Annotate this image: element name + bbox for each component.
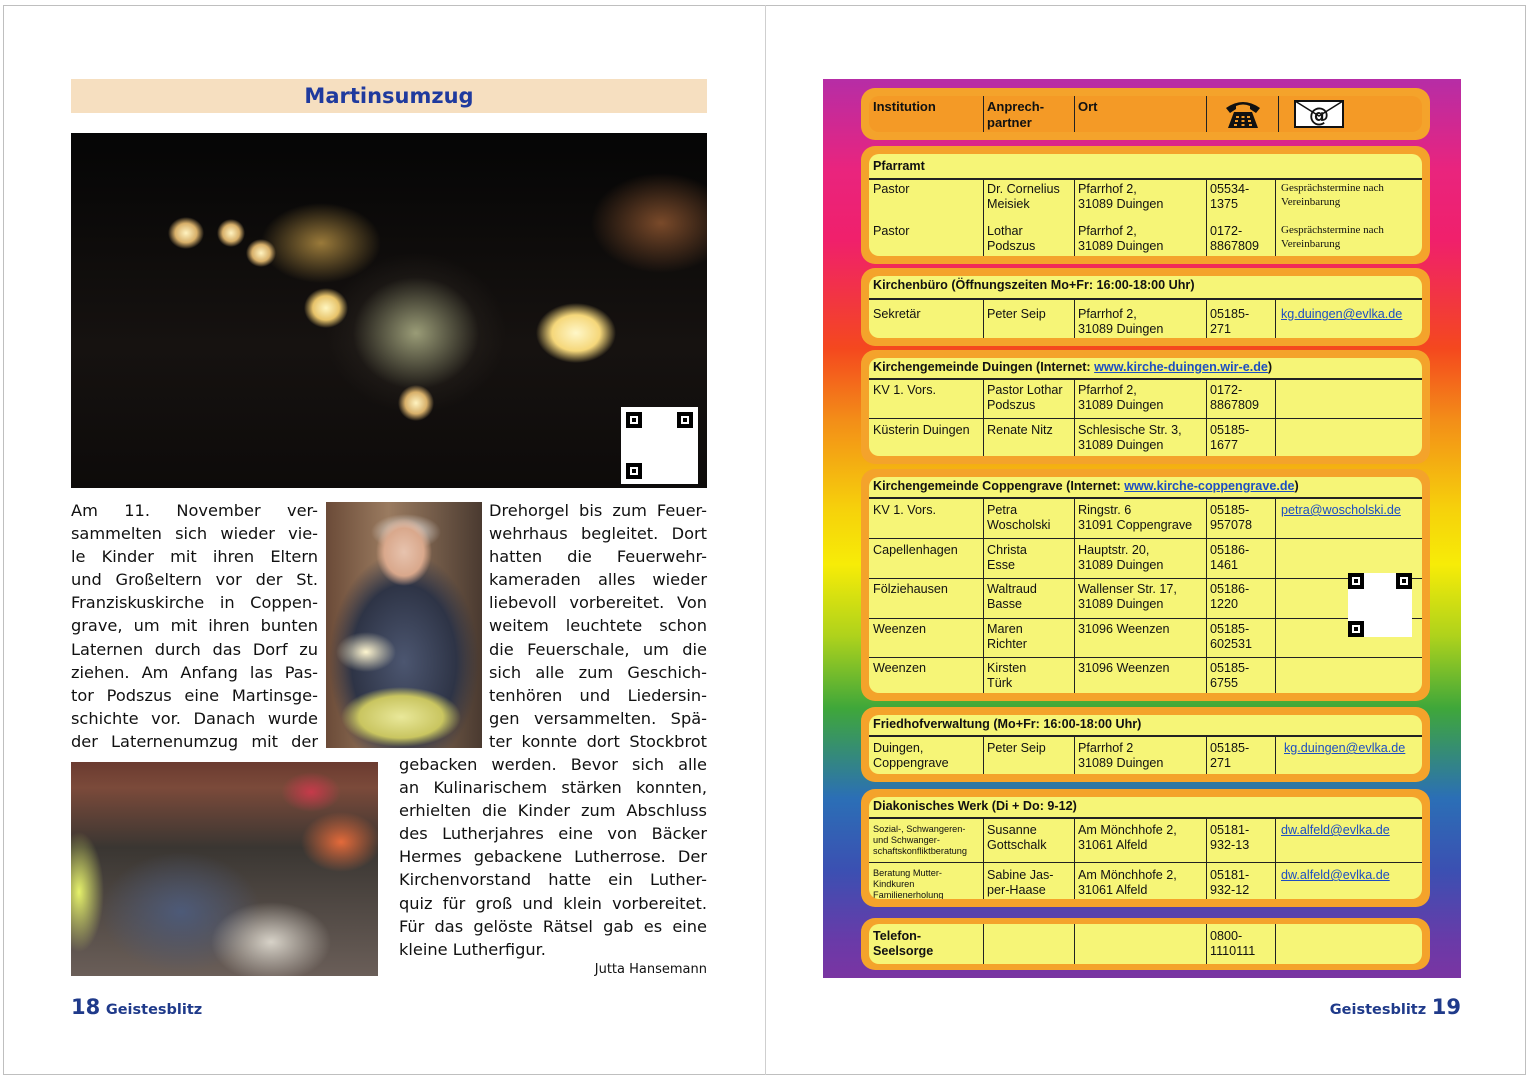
qr-code-icon <box>621 407 698 484</box>
section-coppengrave: Kirchengemeinde Coppengrave (Internet: www.kirche-coppengrave.de) KV 1. Vors. Petra Woscholski Ringstr. 6 31091 Coppengrave 05185- 957078 petra@woscholski.de Capellenhagen Christa Esse Hauptstr. 20, 31089 Duingen 05186- 1461 Fölziehausen Waltraud Basse Wallenser Str. 17, 31089 Duingen 05186- 1220 Weenzen Maren Richter 31096 Weenzen 05185- 602531 Weenzen Kirsten Türk 31096 Weenzen 05185- 6755 <box>861 469 1430 701</box>
header-contact-1: Anprech- <box>987 99 1045 114</box>
website-link-coppengrave[interactable]: www.kirche-coppengrave.de <box>1124 479 1295 493</box>
article-column-bottom: gebacken werden. Bevor sich alle an Kulinarischem stärken konnten, erhielten die Kinder zum Abschluss des Lutherjahres eine von Bäcker Hermes gebackene Lutherrose. Der Kirchenvorstand hatte ein Luther- quiz für groß und klein vorbereitet. Für das gelöste Rätsel gab es eine kleine Lutherfigur. <box>399 755 707 959</box>
article-author: Jutta Hansemann <box>594 962 707 977</box>
section-kirchenbuero: Kirchenbüro (Öffnungszeiten Mo+Fr: 16:00-18:00 Uhr) Sekretär Peter Seip Pfarrhof 2, 31089 Duingen 05185- 271 kg.duingen@evlka.de <box>861 268 1430 346</box>
man-with-lutherrose-tray-photo <box>326 502 482 748</box>
page-number-right: 19 <box>1431 995 1461 1019</box>
page-spine <box>765 5 766 1075</box>
email-at-icon <box>1294 100 1344 128</box>
lantern-procession-photo <box>71 133 707 488</box>
article-column-left: Am 11. November ver- sammelten sich wieder vie- le Kinder mit ihren Eltern und Großeltern vor der St. Franziskuskirche in Coppen- grave, um mit ihren bunten Laternen durch das Dorf zu ziehen. Am Anfang las Pas- tor Podszus eine Martinsge- schichte vor. Danach wurde der Laternenumzug mit der <box>71 501 318 751</box>
section-telefonseelsorge: Telefon- Seelsorge 0800- 1110111 <box>861 918 1430 970</box>
diakonie-title: Diakonisches Werk (Di + Do: 9-12) <box>873 799 1077 813</box>
section-friedhof: Friedhofverwaltung (Mo+Fr: 16:00-18:00 Uhr) Duingen, Coppengrave Peter Seip Pfarrhof 2 31089 Duingen 05185- 271 kg.duingen@evlka.de <box>861 707 1430 782</box>
telephone-icon <box>1223 98 1263 130</box>
section-duingen: Kirchengemeinde Duingen (Internet: www.kirche-duingen.wir-e.de) KV 1. Vors. Pastor Lothar Podszus Pfarrhof 2, 31089 Duingen 0172- 8867809 Küsterin Duingen Renate Nitz Schlesische Str. 3, 31089 Duingen 05185- 1677 <box>861 350 1430 464</box>
folio-left <box>71 995 202 1019</box>
header-contact-2: partner <box>987 115 1032 130</box>
email-link-coppengrave[interactable]: petra@woscholski.de <box>1281 503 1401 517</box>
email-link-diakonie-2[interactable]: dw.alfeld@evlka.de <box>1281 868 1390 882</box>
email-link-kirchenbuero[interactable]: kg.duingen@evlka.de <box>1281 307 1403 321</box>
friedhof-title: Friedhofverwaltung (Mo+Fr: 16:00-18:00 Uhr) <box>873 717 1142 731</box>
page-number-left: 18 <box>71 995 101 1019</box>
publication-name-right: Geistesblitz <box>1329 1002 1427 1018</box>
email-link-diakonie-1[interactable]: dw.alfeld@evlka.de <box>1281 823 1390 837</box>
publication-name-left: Geistesblitz <box>105 1002 203 1018</box>
header-place: Ort <box>1078 99 1098 114</box>
folio-right <box>1330 995 1461 1019</box>
children-quiz-photo <box>71 762 378 976</box>
article-title: Martinsumzug <box>304 84 474 108</box>
pfarramt-title: Pfarramt <box>873 159 925 173</box>
qr-code-icon <box>1348 573 1412 637</box>
svg-text:@: @ <box>1309 103 1329 127</box>
kirchenbuero-title: Kirchenbüro (Öffnungszeiten Mo+Fr: 16:00-18:00 Uhr) <box>873 278 1195 292</box>
contact-table-header <box>861 88 1430 140</box>
section-pfarramt: Pfarramt Pastor Dr. Cornelius Meisiek Pfarrhof 2, 31089 Duingen 05534- 1375 Gesprächstermine nach Vereinbarung Pastor Lothar Podszus Pfarrhof 2, 31089 Duingen 0172- 8867809 Gesprächstermine nach Vereinbarung <box>861 146 1430 264</box>
website-link-duingen[interactable]: www.kirche-duingen.wir-e.de <box>1094 360 1268 374</box>
header-institution: Institution <box>873 99 936 114</box>
article-title-bar <box>71 79 707 113</box>
email-link-friedhof[interactable]: kg.duingen@evlka.de <box>1284 741 1406 755</box>
section-diakonie: Diakonisches Werk (Di + Do: 9-12) Sozial-, Schwangeren- und Schwanger- schaftskonfliktberatung Susanne Gottschalk Am Mönchhofe 2, 31061 Alfeld 05181- 932-13 dw.alfeld@evlka.de Beratung Mutter- Kindkuren Familienerholung Sabine Jas- per-Haase Am Mönchhofe 2, 31061 Alfeld 05181- 932-12 dw.alfeld@evlka.de <box>861 789 1430 907</box>
article-column-right: Drehorgel bis zum Feuer- wehrhaus begleitet. Dort hatten die Feuerwehr- kameraden alles wieder liebevoll vorbereitet. Von weitem leuchtete schon die Feuerschale, um die sich alle zum Geschich- tenhören und Liedersin- gen versammelten. Spä- ter konnte dort Stockbrot <box>489 501 707 751</box>
duingen-title: Kirchengemeinde Duingen (Internet: www.kirche-duingen.wir-e.de) <box>873 360 1273 374</box>
coppengrave-title: Kirchengemeinde Coppengrave (Internet: www.kirche-coppengrave.de) <box>873 479 1299 493</box>
